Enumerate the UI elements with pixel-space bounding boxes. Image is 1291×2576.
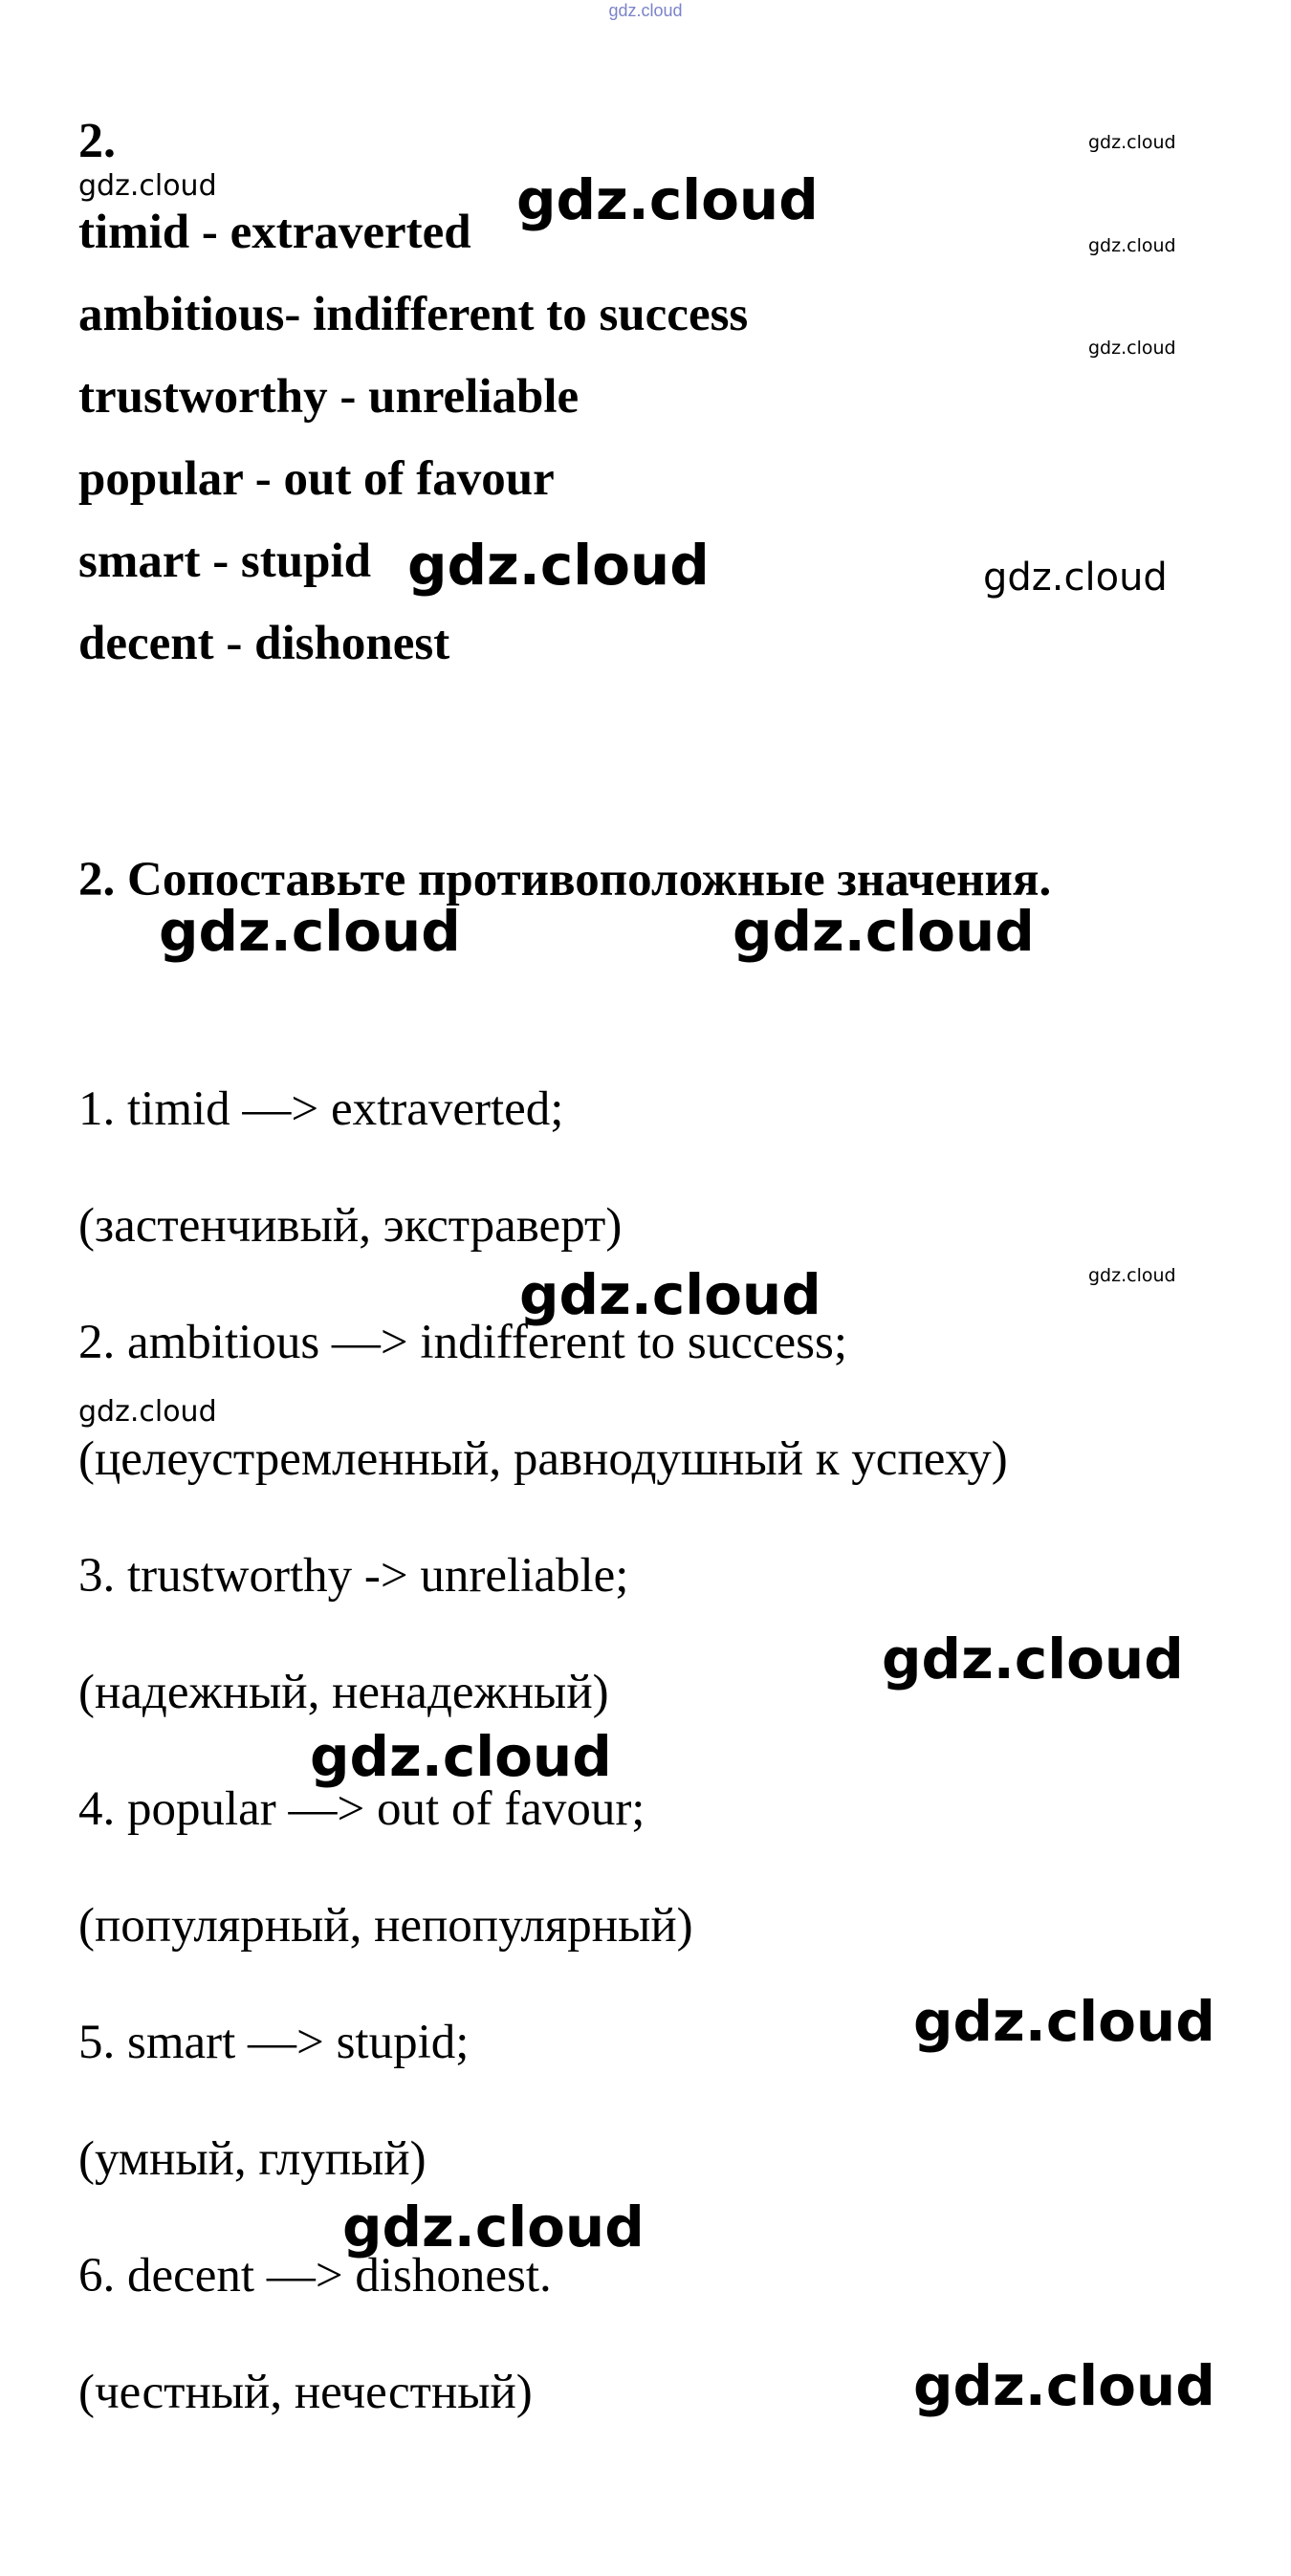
watermark: gdz.cloud <box>342 2194 645 2259</box>
answer-english: 2. ambitious —> indifferent to success; <box>78 1316 848 1369</box>
watermark: gdz.cloud <box>519 1262 821 1327</box>
watermark: gdz.cloud <box>1088 338 1176 359</box>
antonym-pair: timid - extraverted <box>78 206 471 259</box>
antonym-pair: smart - stupid <box>78 535 372 588</box>
antonym-pair: trustworthy - unreliable <box>78 370 580 424</box>
watermark: gdz.cloud <box>1088 1265 1176 1286</box>
answer-english: 4. popular —> out of favour; <box>78 1782 646 1836</box>
answer-translation: (надежный, ненадежный) <box>78 1666 609 1719</box>
header-watermark: gdz.cloud <box>608 1 683 20</box>
answer-translation: (застенчивый, экстраверт) <box>78 1199 623 1253</box>
antonym-pair: decent - dishonest <box>78 617 450 670</box>
answer-item <box>78 2247 1008 2480</box>
watermark: gdz.cloud <box>407 533 710 598</box>
watermark: gdz.cloud <box>159 899 461 964</box>
watermark: gdz.cloud <box>882 1626 1184 1692</box>
answer-translation: (популярный, непопулярный) <box>78 1899 693 1953</box>
answer-english: 6. decent —> dishonest. <box>78 2249 552 2303</box>
watermark: gdz.cloud <box>516 167 819 232</box>
answer-english: 3. trustworthy -> unreliable; <box>78 1549 629 1603</box>
answer-translation: (целеустремленный, равнодушный к успеху) <box>78 1432 1008 1486</box>
answer-english: 1. timid —> extraverted; <box>78 1082 564 1136</box>
watermark: gdz.cloud <box>78 1395 217 1429</box>
answer-english: 5. smart —> stupid; <box>78 2016 470 2069</box>
answer-item <box>78 1780 1008 2014</box>
watermark: gdz.cloud <box>78 169 217 203</box>
answer-translation: (умный, глупый) <box>78 2132 427 2186</box>
task-title: 2. Сопоставьте противоположные значения. <box>78 853 1052 906</box>
watermark: gdz.cloud <box>983 556 1168 600</box>
watermark: gdz.cloud <box>913 1989 1215 2054</box>
section-number: 2. <box>78 114 116 168</box>
watermark: gdz.cloud <box>733 899 1035 964</box>
antonym-pairs-list <box>78 191 748 685</box>
answer-item <box>78 1314 1008 1547</box>
antonym-pair: ambitious- indifferent to success <box>78 288 749 341</box>
watermark: gdz.cloud <box>310 1724 612 1789</box>
watermark: gdz.cloud <box>913 2353 1215 2418</box>
watermark: gdz.cloud <box>1088 235 1176 256</box>
antonym-pair: popular - out of favour <box>78 452 555 506</box>
answer-translation: (честный, нечестный) <box>78 2366 533 2419</box>
watermark: gdz.cloud <box>1088 132 1176 153</box>
